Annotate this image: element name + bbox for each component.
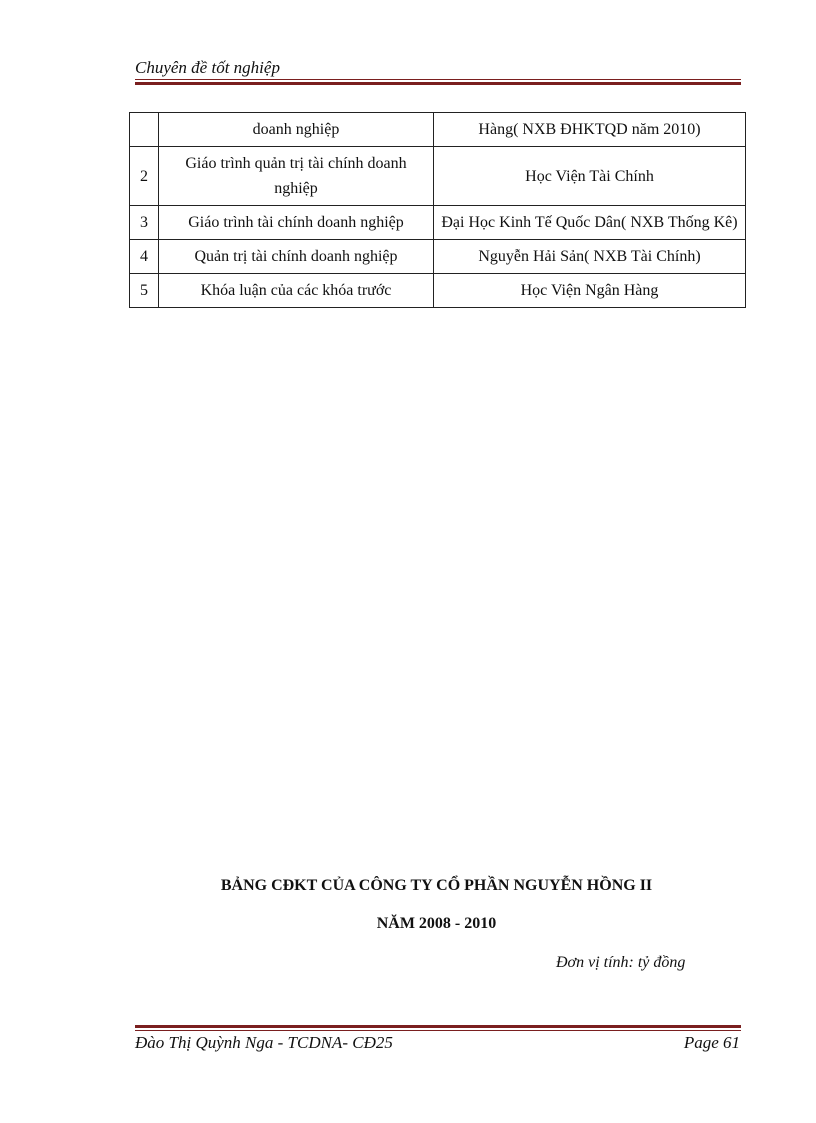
book-publisher: Hàng( NXB ĐHKTQD năm 2010) [434,113,746,147]
book-publisher: Học Viện Ngân Hàng [434,274,746,308]
book-publisher: Học Viện Tài Chính [434,147,746,206]
table-row [130,147,746,206]
book-publisher: Nguyễn Hải Sản( NXB Tài Chính) [434,240,746,274]
table-row [130,206,746,240]
unit-note: Đơn vị tính: tỷ đồng [556,954,686,971]
table-row [130,240,746,274]
book-title: Quản trị tài chính doanh nghiệp [159,240,434,274]
book-title: Khóa luận của các khóa trước [159,274,434,308]
table-row [130,274,746,308]
footer-author: Đào Thị Quỳnh Nga - TCDNA- CĐ25 [135,1033,393,1052]
book-title: doanh nghiệp [159,113,434,147]
row-number: 3 [130,206,159,240]
book-publisher: Đại Học Kinh Tế Quốc Dân( NXB Thống Kê) [434,206,746,240]
row-number: 4 [130,240,159,274]
header-rule [135,79,741,85]
page-number: Page 61 [683,1033,740,1052]
book-title: Giáo trình quản trị tài chính doanh nghiệp [159,147,434,206]
running-header: Chuyên đề tốt nghiệp [135,58,280,77]
table-row [130,113,746,147]
section-title: BẢNG CĐKT CỦA CÔNG TY CỔ PHẦN NGUYỄN HỒNG II [220,877,653,894]
row-number [130,113,159,147]
row-number: 2 [130,147,159,206]
references-table [129,112,746,308]
footer-rule [135,1025,741,1031]
book-title: Giáo trình tài chính doanh nghiệp [159,206,434,240]
row-number: 5 [130,274,159,308]
section-years: NĂM 2008 - 2010 [376,915,497,932]
